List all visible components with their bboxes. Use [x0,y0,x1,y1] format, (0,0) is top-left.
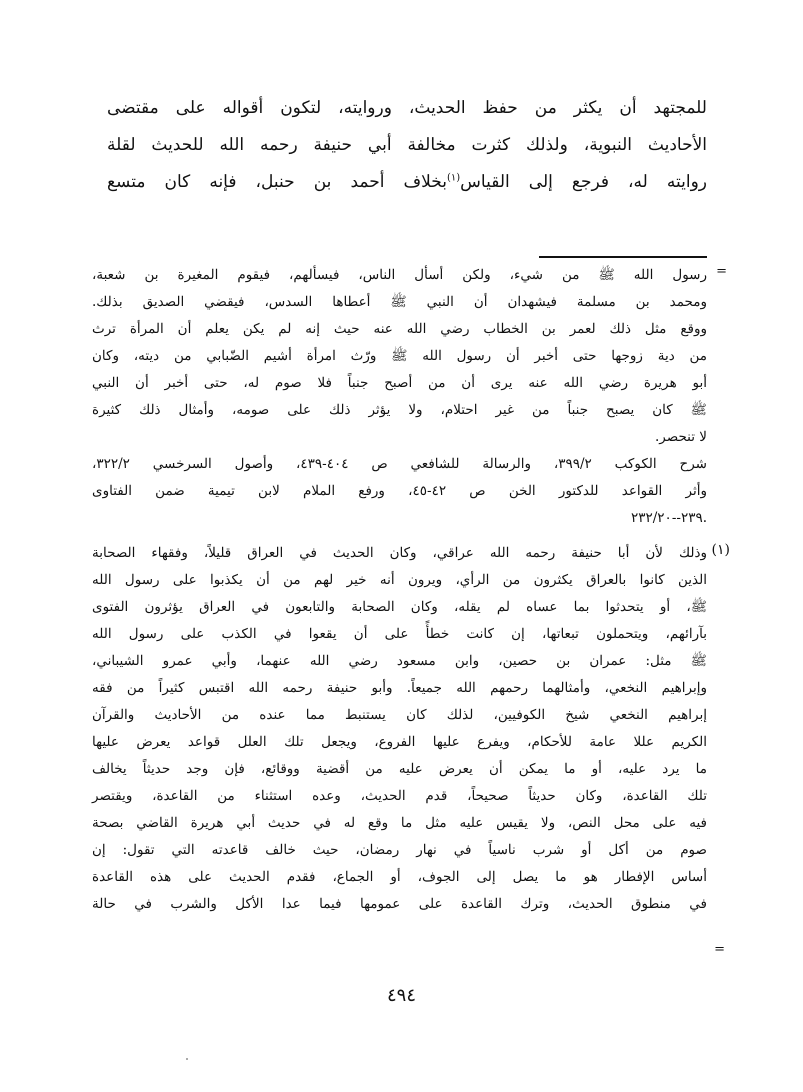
footnote-line: ﷺ مثل: عمران بن حصين، وابن مسعود رضي الله عنهما، وأبي عمرو الشيباني، [92,653,707,669]
footnote-separator [539,256,707,258]
footnote-continues-mark: = [714,942,725,957]
footnote-line: وإبراهيم النخعي، وأمثالهما رحمهم الله جميعاً. وأبو حنيفة رحمه الله اقتبس كثيراً من فقه [92,680,707,696]
footnote-line: ما يرد عليه، أو ما يمكن أن يعرض عليه من أقضية ووقائع، فإن وجد حديثاً يخالف [92,761,707,777]
footnote-line: الكريم عللا عامة للأحكام، ويفرع عليها الفروع، ويجعل تلك العلل قواعد يعرض عليها [92,734,707,750]
footnote-line: أساس الإفطار هو ما يصل إلى الجوف، أو الجماع، فقدم الحديث على هذه القاعدة [92,869,707,885]
main-line: الأحاديث النبوية، ولذلك كثرت مخالفة أبي حنيفة رحمه الله للحديث لقلة [107,135,707,155]
footnote-line: تلك القاعدة، وكان حديثاً صحيحاً، قدم الحديث، وعده استثناء من القاعدة، ويقتصر [92,788,707,804]
footnote-line: رسول الله ﷺ من شيء، ولكن أسأل الناس، فيسألهم، فيقوم المغيرة بن شعبة، [92,267,707,283]
main-line-part: بخلاف أحمد بن حنبل، فإنه كان متسع [107,172,447,192]
footnote-reference: (١) [446,172,461,184]
page-number: ٤٩٤ [386,985,416,1006]
footnote-line: ﷺ، أو يتحدثوا بما عساه لم يقله، وكان الصحابة والتابعون في العراق يؤثرون الفتوى [92,599,707,615]
footnote-line: ومحمد بن مسلمة فيشهدان أن النبي ﷺ أعطاها السدس، فيقضي الصديق بذلك. [92,294,707,310]
footnote-line: شرح الكوكب ٣٩٩/٢، والرسالة للشافعي ص ٤٠٤-٤٣٩، وأصول السرخسي ٣٢٢/٢، [92,456,707,472]
footnote-line: بآرائهم، ويتحملون تبعاتها، إن كانت خطأً على أن يقعوا في الكذب على رسول الله [92,626,707,642]
footnote-line: وذلك لأن أبا حنيفة رحمه الله عراقي، وكان الحديث في العراق قليلاً، وفقهاء الصحابة [92,545,707,561]
footnote-line: الذين كانوا بالعراق يكثرون من الرأي، ويرون أنه خير لهم من أن يكذبوا على رسول الله [92,572,707,588]
footnote-continuation-mark: = [716,264,727,279]
footnote-line: لا تنحصر. [655,429,707,445]
footnote-line: وأثر القواعد للدكتور الخن ص ٤٢-٤٥، ورفع الملام لابن تيمية ضمن الفتاوى [92,483,707,499]
footnote-line: ووقع مثل ذلك لعمر بن الخطاب رضي الله عنه حيث إنه لم يكن يعلم أن المرأة ترث [92,321,707,337]
main-text [107,90,707,201]
footnote-line: ﷺ كان يصبح جنباً من غير احتلام، ولا يؤثر ذلك على صومه، وأمثال ذلك كثيرة [92,402,707,418]
footnote-line: أبو هريرة رضي الله عنه يرى أن من أصبح جنباً فلا صوم له، حتى أخبر أن النبي [92,375,707,391]
footnote-line: صوم من أكل أو شرب ناسياً في نهار رمضان، حيث خالف قاعدته التي تقول: إن [92,842,707,858]
main-line [107,164,707,201]
footnote-line: من دية زوجها حتى أخبر أن رسول الله ﷺ ورّث امرأة أشيم الضّبابي من ديته، وكان [92,348,707,364]
footnote-continuation [92,262,707,532]
scan-speck [186,1058,188,1060]
main-line-part: روايته له، فرجع إلى القياس [460,172,707,192]
footnote-number: (١) [711,542,730,558]
main-line: للمجتهد أن يكثر من حفظ الحديث، وروايته، لتكون أقواله على مقتضى [107,98,707,118]
footnote-line: في منطوق الحديث، وترك القاعدة على عمومها فيما عدا الأكل والشرب في حالة [92,896,707,912]
footnote-1 [92,540,707,918]
footnote-line: إبراهيم النخعي شيخ الكوفيين، لذلك كان يستنبط مما عنده من الأحاديث والقرآن [92,707,707,723]
footnote-line: .٢٣٩--٢٣٢/٢٠ [631,510,707,526]
footnote-line: فيه على محل النص، ولا يقيس عليه مثل ما وقع له في حديث أبي هريرة القاضي بصحة [92,815,707,831]
